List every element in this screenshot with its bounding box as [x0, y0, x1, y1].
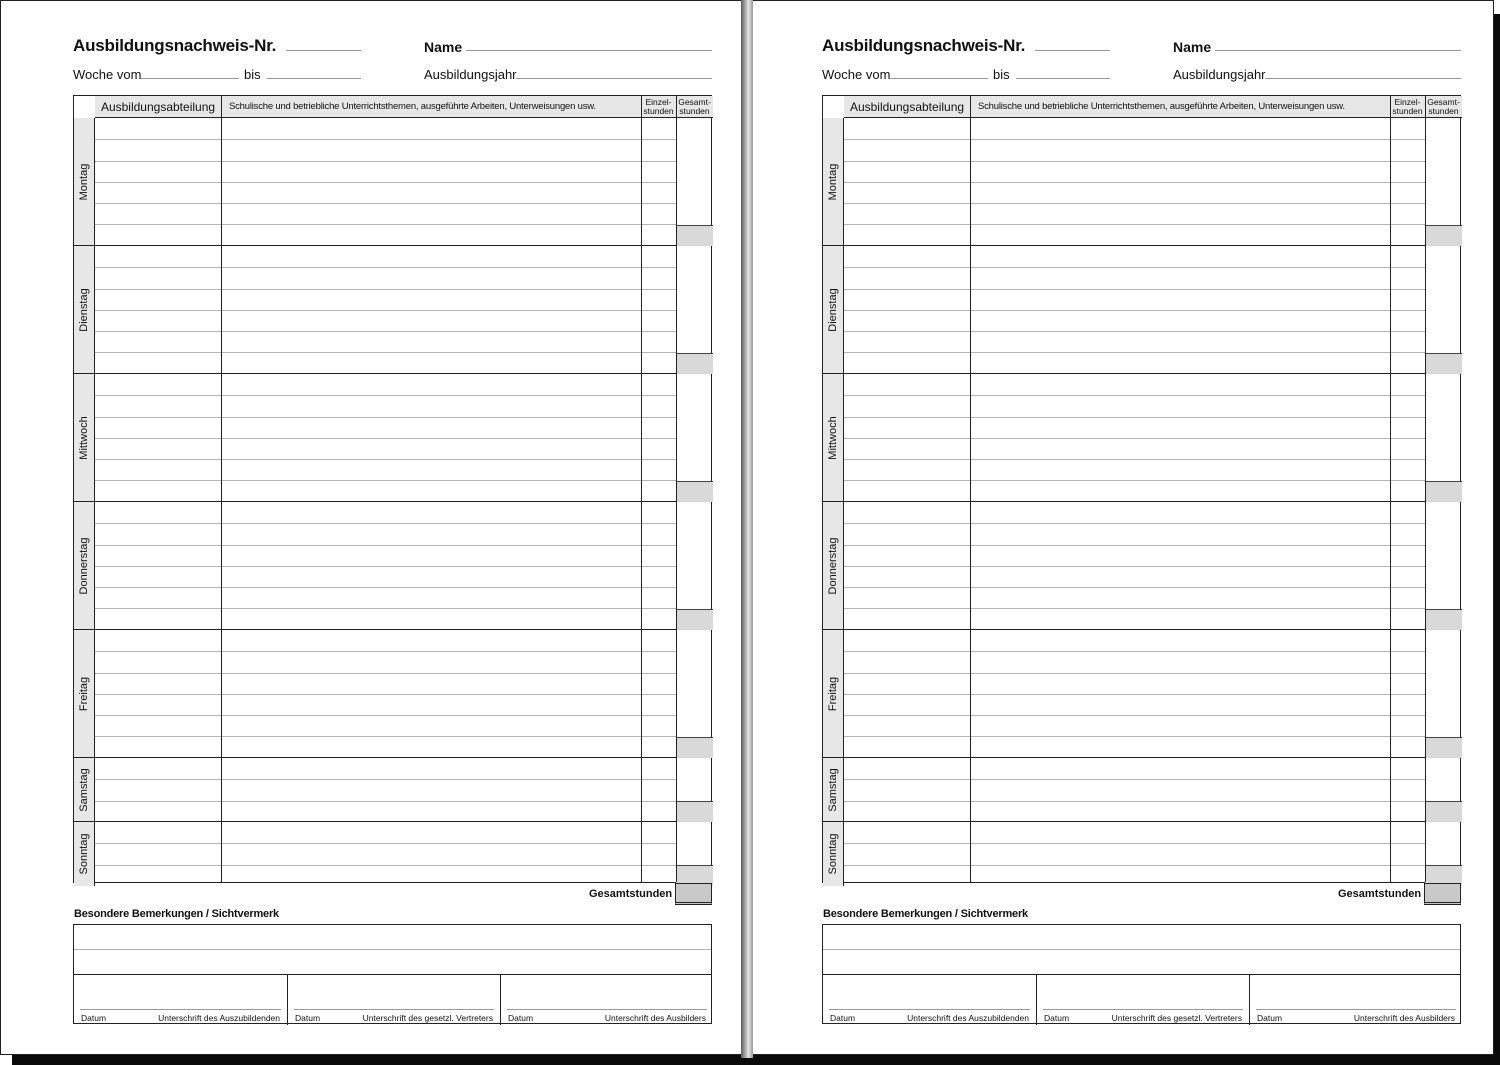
signature-row	[74, 974, 711, 1025]
day-label: Freitag	[827, 676, 839, 711]
day-label-cell	[74, 118, 95, 245]
divider-topics	[641, 96, 642, 882]
day-label: Donnerstag	[827, 537, 839, 594]
day-block-sonntag	[74, 822, 713, 886]
col-header-topics: Schulische und betriebliche Unterrichtsthemen, ausgeführte Arbeiten, Unterweisungen usw.	[970, 96, 1390, 118]
form-title: Ausbildungsnachweis-Nr.	[822, 36, 1026, 55]
remarks-line	[74, 949, 711, 950]
signature-label: Unterschrift des Auszubildenden	[158, 1013, 280, 1023]
entry-row-line[interactable]	[844, 673, 1425, 674]
entry-row-line[interactable]	[844, 438, 1425, 439]
entry-row-line[interactable]	[844, 267, 1425, 268]
entry-row-line[interactable]	[844, 566, 1425, 567]
week-to-label: bis	[993, 67, 1010, 82]
signature-label: Unterschrift des Auszubildenden	[907, 1013, 1029, 1023]
day-label-cell	[74, 822, 95, 886]
entry-row-line[interactable]	[95, 545, 676, 546]
total-hours-field[interactable]	[675, 883, 712, 905]
entry-row-line[interactable]	[95, 801, 676, 802]
entry-row-line[interactable]	[95, 523, 676, 524]
entry-row-line[interactable]	[95, 310, 676, 311]
signature-date-label: Datum	[295, 1013, 321, 1023]
week-from-label: Woche vom	[73, 67, 142, 82]
signature-line	[1043, 1009, 1243, 1010]
entry-row-line[interactable]	[95, 203, 676, 204]
day-label-cell	[823, 822, 844, 886]
entry-row-line[interactable]	[95, 267, 676, 268]
day-block-freitag	[823, 630, 1462, 758]
entry-row-line[interactable]	[95, 182, 676, 183]
entry-row-line[interactable]	[844, 801, 1425, 802]
signature-date-label: Datum	[81, 1013, 107, 1023]
col-header-single-hours	[1390, 96, 1425, 118]
remarks-title: Besondere Bemerkungen / Sichtvermerk	[74, 908, 279, 920]
report-number-field[interactable]	[1035, 50, 1110, 51]
entry-row-line[interactable]	[844, 651, 1425, 652]
entry-row-line[interactable]	[95, 395, 676, 396]
col-header-single-hours-line1: Einzel-	[645, 96, 672, 107]
header-corner	[74, 96, 95, 118]
book-spine	[741, 0, 753, 1058]
col-header-total-hours	[676, 96, 713, 118]
day-label-cell	[823, 502, 844, 629]
signature-date-label: Datum	[1257, 1013, 1283, 1023]
day-total-cell[interactable]	[1425, 225, 1462, 246]
day-label: Mittwoch	[78, 415, 90, 460]
entry-row-line[interactable]	[95, 587, 676, 588]
day-label-cell	[74, 502, 95, 629]
week-from-field[interactable]	[890, 78, 988, 79]
day-total-cell[interactable]	[1425, 737, 1462, 758]
day-label-cell	[823, 630, 844, 757]
day-label-cell	[74, 630, 95, 757]
col-header-department: Ausbildungsabteilung	[844, 96, 970, 118]
day-block-sonntag	[823, 822, 1462, 886]
day-total-cell[interactable]	[676, 353, 713, 374]
day-label: Dienstag	[827, 287, 839, 332]
entry-row-line[interactable]	[844, 694, 1425, 695]
day-label: Freitag	[78, 676, 90, 711]
header-corner	[823, 96, 844, 118]
signature-guardian[interactable]	[287, 975, 500, 1025]
day-label: Montag	[78, 163, 90, 200]
col-header-total-hours-line1: Gesamt-	[678, 96, 711, 107]
day-label-cell	[823, 758, 844, 821]
entry-row-line[interactable]	[95, 289, 676, 290]
divider-department	[970, 96, 971, 882]
day-label: Donnerstag	[78, 537, 90, 594]
col-header-department: Ausbildungsabteilung	[95, 96, 221, 118]
col-header-total-hours-line2: stunden	[1428, 105, 1459, 116]
week-to-field[interactable]	[1016, 78, 1110, 79]
entry-row-line[interactable]	[95, 694, 676, 695]
entry-row-line[interactable]	[95, 843, 676, 844]
name-label: Name	[424, 39, 463, 55]
signature-line	[80, 1009, 281, 1010]
entry-row-line[interactable]	[844, 161, 1425, 162]
signature-line	[507, 1009, 707, 1010]
entry-row-line[interactable]	[844, 545, 1425, 546]
day-label: Dienstag	[78, 287, 90, 332]
form-title: Ausbildungsnachweis-Nr.	[73, 36, 277, 55]
day-label: Montag	[827, 163, 839, 200]
remarks-line	[823, 949, 1460, 950]
signature-instructor[interactable]	[500, 975, 713, 1025]
day-total-cell[interactable]	[1425, 801, 1462, 822]
entry-row-line[interactable]	[95, 417, 676, 418]
day-total-cell[interactable]	[676, 481, 713, 502]
entry-row-line[interactable]	[95, 224, 676, 225]
entry-row-line[interactable]	[95, 139, 676, 140]
report-number-field[interactable]	[286, 50, 361, 51]
day-block-samstag	[74, 758, 713, 822]
col-header-total-hours-line1: Gesamt-	[1427, 96, 1460, 107]
day-label: Samstag	[78, 767, 90, 812]
signature-trainee[interactable]	[823, 975, 1036, 1025]
total-hours-label: Gesamtstunden	[589, 888, 673, 900]
day-block-samstag	[823, 758, 1462, 822]
signature-date-label: Datum	[508, 1013, 534, 1023]
entry-row-line[interactable]	[844, 736, 1425, 737]
day-block-mittwoch	[74, 374, 713, 502]
entry-row-line[interactable]	[844, 224, 1425, 225]
entry-row-line[interactable]	[844, 395, 1425, 396]
total-hours-field[interactable]	[1424, 883, 1461, 905]
entry-row-line[interactable]	[844, 182, 1425, 183]
entry-row-line[interactable]	[844, 587, 1425, 588]
name-field[interactable]	[1215, 50, 1461, 51]
day-block-montag	[823, 118, 1462, 246]
entry-row-line[interactable]	[95, 480, 676, 481]
col-header-total-hours-line2: stunden	[679, 105, 710, 116]
entry-row-line[interactable]	[844, 480, 1425, 481]
entry-row-line[interactable]	[95, 673, 676, 674]
report-table	[73, 95, 712, 883]
day-label-cell	[823, 118, 844, 245]
day-block-montag	[74, 118, 713, 246]
day-label-cell	[823, 246, 844, 373]
entry-row-line[interactable]	[844, 779, 1425, 780]
day-label: Sonntag	[827, 833, 839, 875]
day-label: Sonntag	[78, 833, 90, 875]
day-total-cell[interactable]	[1425, 353, 1462, 374]
entry-row-line[interactable]	[95, 438, 676, 439]
entry-row-line[interactable]	[95, 352, 676, 353]
day-label: Mittwoch	[827, 415, 839, 460]
week-to-field[interactable]	[267, 78, 361, 79]
divider-single-hours	[1425, 96, 1426, 882]
day-label: Samstag	[827, 767, 839, 812]
day-block-donnerstag	[74, 502, 713, 630]
signature-date-label: Datum	[1044, 1013, 1070, 1023]
remarks-box[interactable]	[73, 924, 712, 1024]
day-total-cell[interactable]	[1425, 609, 1462, 630]
remarks-box[interactable]	[822, 924, 1461, 1024]
col-header-single-hours-line1: Einzel-	[1394, 96, 1421, 107]
name-field[interactable]	[466, 50, 712, 51]
entry-row-line[interactable]	[844, 139, 1425, 140]
entry-row-line[interactable]	[844, 352, 1425, 353]
entry-row-line[interactable]	[844, 865, 1425, 866]
day-block-mittwoch	[823, 374, 1462, 502]
entry-row-line[interactable]	[95, 566, 676, 567]
entry-row-line[interactable]	[844, 608, 1425, 609]
left-page	[0, 0, 745, 1055]
report-table	[822, 95, 1461, 883]
signature-line	[1256, 1009, 1456, 1010]
training-year-field[interactable]	[516, 78, 712, 79]
entry-row-line[interactable]	[844, 459, 1425, 460]
entry-row-line[interactable]	[844, 331, 1425, 332]
entry-row-line[interactable]	[844, 715, 1425, 716]
signature-line	[294, 1009, 494, 1010]
day-total-cell[interactable]	[1425, 481, 1462, 502]
col-header-topics: Schulische und betriebliche Unterrichtsthemen, ausgeführte Arbeiten, Unterweisungen usw.	[221, 96, 641, 118]
col-header-single-hours	[641, 96, 676, 118]
entry-row-line[interactable]	[95, 608, 676, 609]
day-block-dienstag	[74, 246, 713, 374]
col-header-single-hours-line2: stunden	[1392, 105, 1423, 116]
day-block-donnerstag	[823, 502, 1462, 630]
day-total-cell[interactable]	[676, 609, 713, 630]
day-total-cell[interactable]	[676, 737, 713, 758]
entry-row-line[interactable]	[95, 736, 676, 737]
signature-label: Unterschrift des gesetzl. Vertreters	[1111, 1013, 1242, 1023]
entry-row-line[interactable]	[95, 865, 676, 866]
divider-single-hours	[676, 96, 677, 882]
divider-topics	[1390, 96, 1391, 882]
training-year-label: Ausbildungsjahr	[424, 67, 517, 82]
signature-label: Unterschrift des Ausbilders	[604, 1013, 706, 1023]
entry-row-line[interactable]	[95, 651, 676, 652]
signature-line	[829, 1009, 1030, 1010]
day-label-cell	[823, 374, 844, 501]
entry-row-line[interactable]	[95, 331, 676, 332]
divider-department	[221, 96, 222, 882]
day-label-cell	[74, 758, 95, 821]
col-header-total-hours	[1425, 96, 1462, 118]
entry-row-line[interactable]	[844, 523, 1425, 524]
day-block-freitag	[74, 630, 713, 758]
day-label-cell	[74, 374, 95, 501]
remarks-title: Besondere Bemerkungen / Sichtvermerk	[823, 908, 1028, 920]
signature-row	[823, 974, 1460, 1025]
day-total-cell[interactable]	[676, 801, 713, 822]
day-total-cell[interactable]	[676, 225, 713, 246]
week-from-field[interactable]	[141, 78, 239, 79]
col-header-single-hours-line2: stunden	[643, 105, 674, 116]
total-hours-label: Gesamtstunden	[1338, 888, 1422, 900]
week-to-label: bis	[244, 67, 261, 82]
signature-label: Unterschrift des Ausbilders	[1353, 1013, 1455, 1023]
entry-row-line[interactable]	[95, 459, 676, 460]
entry-row-line[interactable]	[844, 203, 1425, 204]
entry-row-line[interactable]	[95, 161, 676, 162]
signature-guardian[interactable]	[1036, 975, 1249, 1025]
day-block-dienstag	[823, 246, 1462, 374]
name-label: Name	[1173, 39, 1212, 55]
day-label-cell	[74, 246, 95, 373]
entry-row-line[interactable]	[844, 310, 1425, 311]
signature-label: Unterschrift des gesetzl. Vertreters	[362, 1013, 493, 1023]
entry-row-line[interactable]	[95, 715, 676, 716]
training-year-field[interactable]	[1265, 78, 1461, 79]
signature-trainee[interactable]	[74, 975, 287, 1025]
right-page	[749, 0, 1494, 1055]
entry-row-line[interactable]	[844, 417, 1425, 418]
signature-date-label: Datum	[830, 1013, 856, 1023]
entry-row-line[interactable]	[844, 289, 1425, 290]
entry-row-line[interactable]	[844, 843, 1425, 844]
signature-instructor[interactable]	[1249, 975, 1462, 1025]
entry-row-line[interactable]	[95, 779, 676, 780]
week-from-label: Woche vom	[822, 67, 891, 82]
training-year-label: Ausbildungsjahr	[1173, 67, 1266, 82]
